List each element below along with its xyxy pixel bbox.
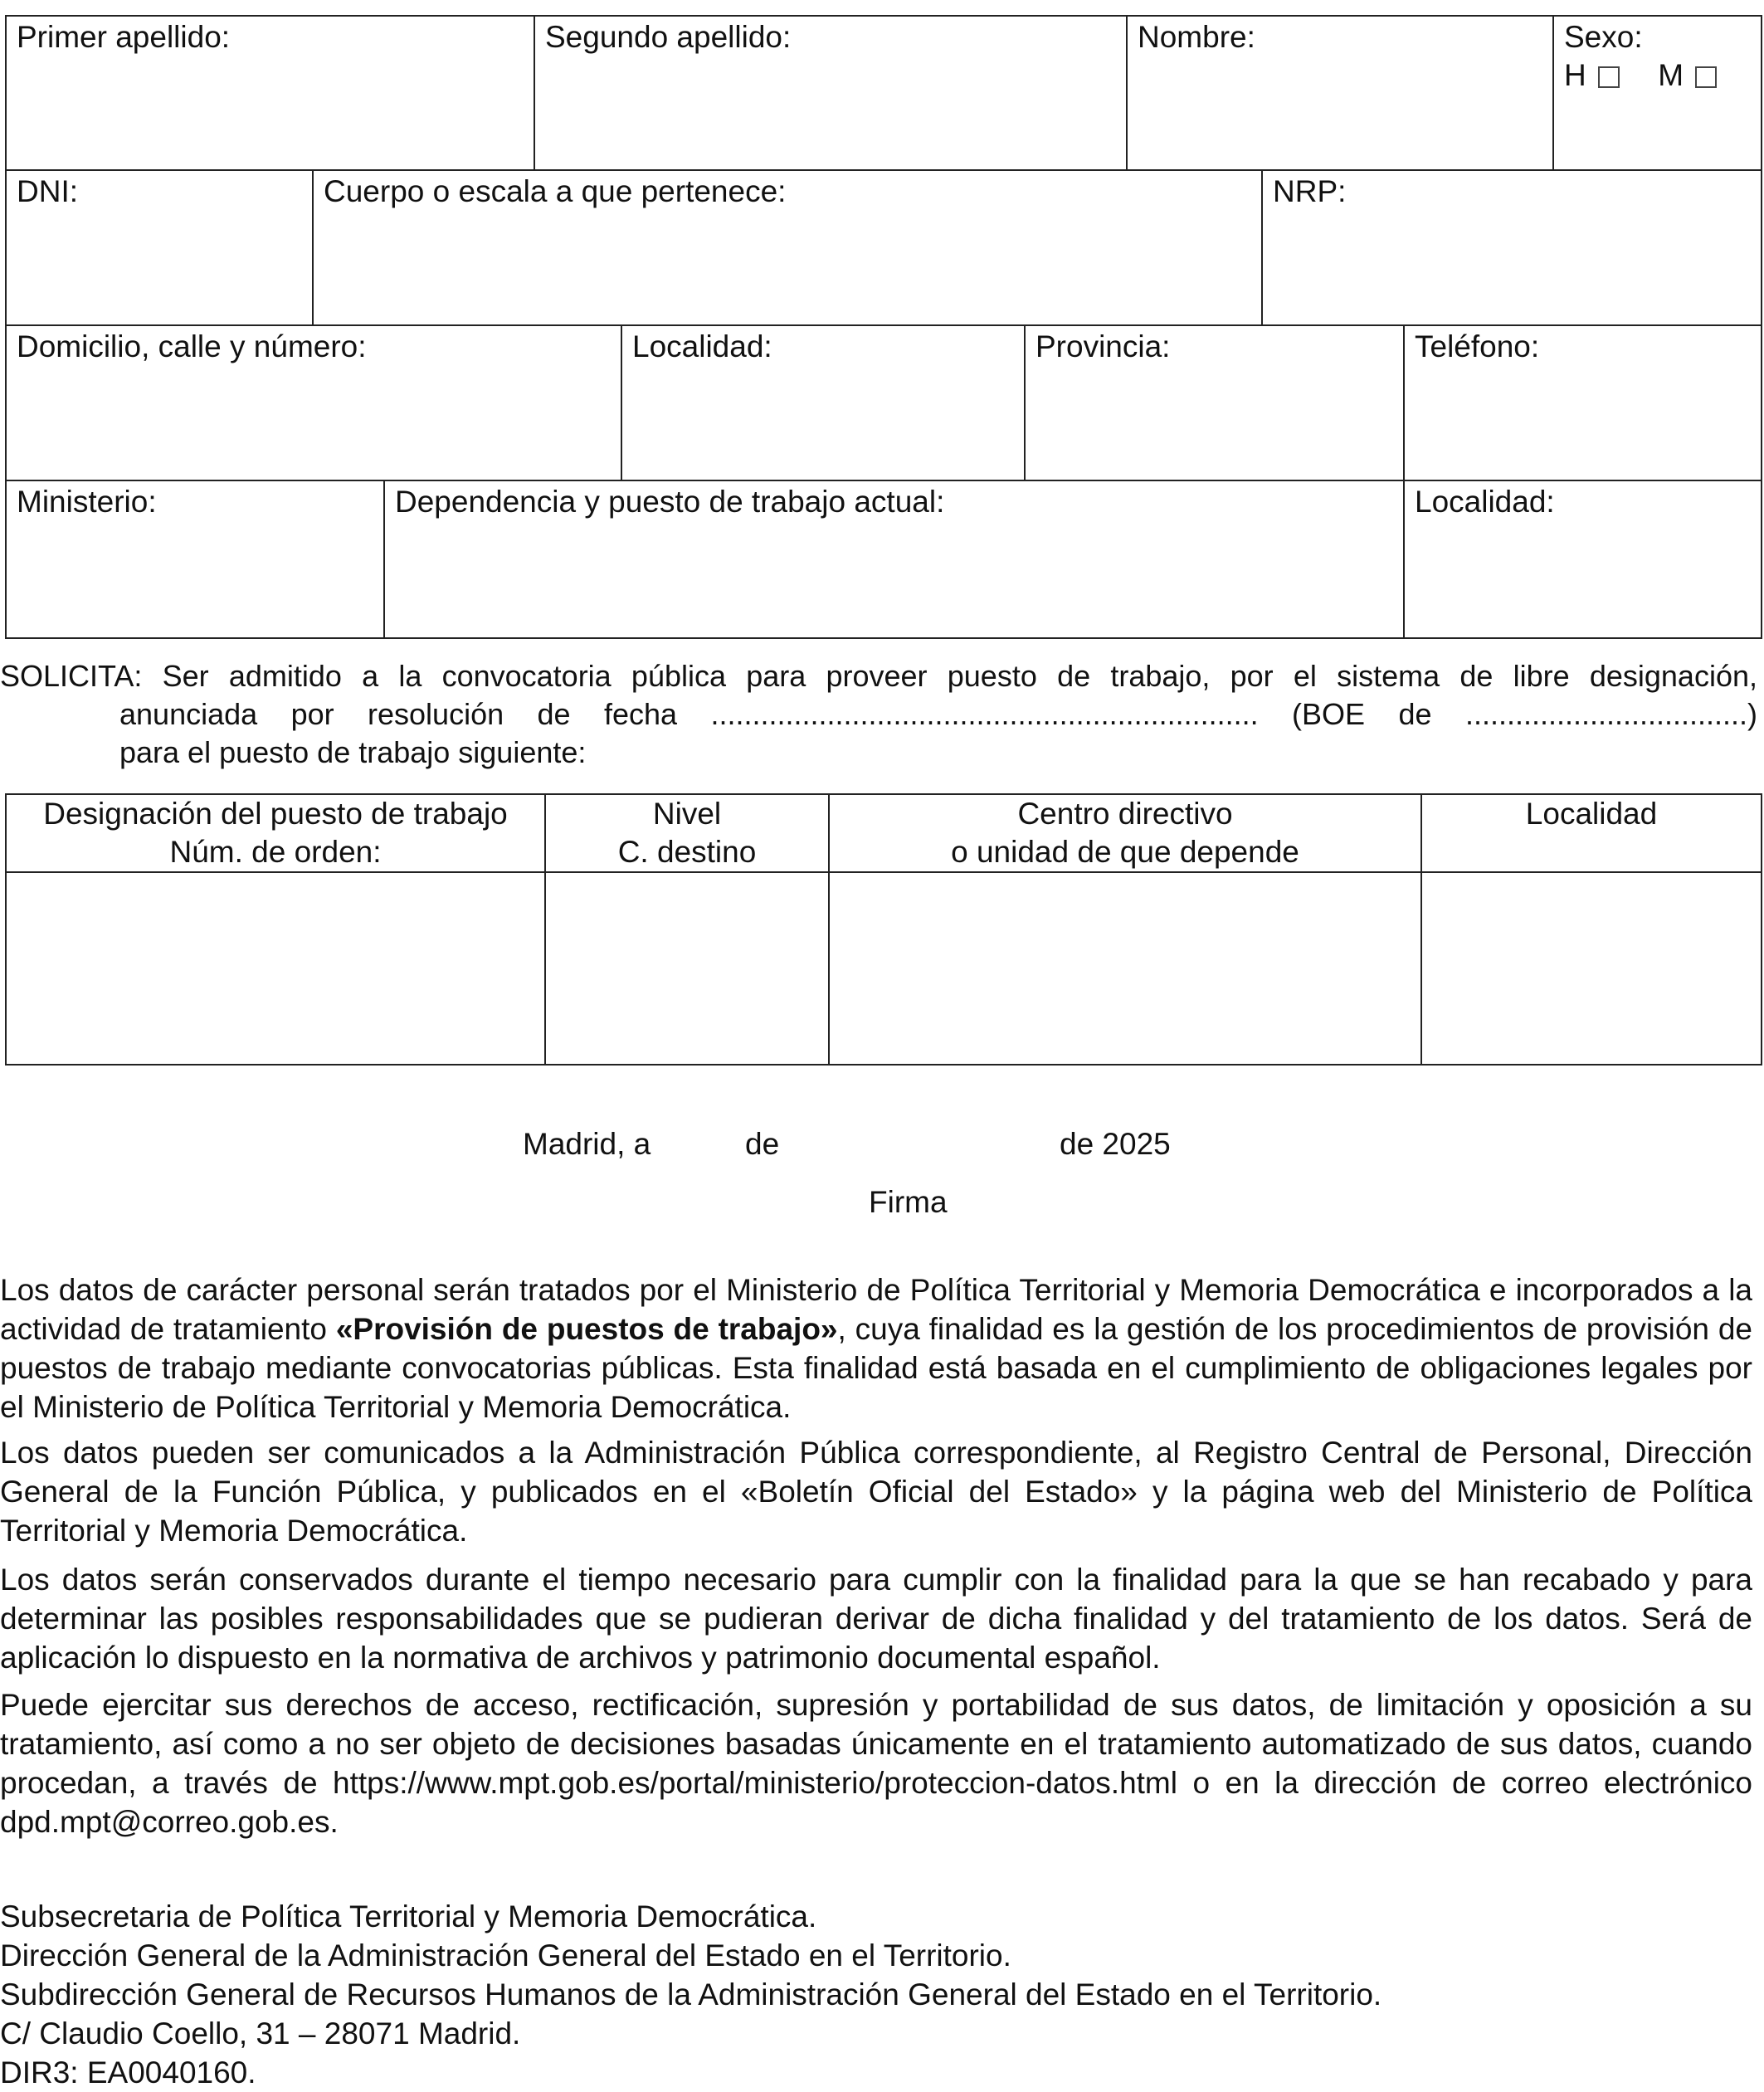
- header-centro-line2: o unidad de que depende: [951, 835, 1299, 869]
- header-centro-directivo: [830, 795, 1420, 871]
- footer-address: C/ Claudio Coello, 31 – 28071 Madrid.: [0, 2016, 521, 2051]
- designacion-input-cell[interactable]: [7, 873, 544, 1064]
- firma-label: Firma: [869, 1185, 948, 1219]
- date-de-1: de: [745, 1127, 780, 1161]
- header-nivel: [546, 795, 828, 871]
- header-designacion: [7, 795, 544, 871]
- localidad-trabajo-field[interactable]: [1405, 481, 1761, 637]
- localidad-domicilio-field[interactable]: [622, 326, 1024, 480]
- header-centro-line1: Centro directivo: [1017, 797, 1233, 831]
- centro-input-cell[interactable]: [830, 873, 1420, 1064]
- solicita-line-3: para el puesto de trabajo siguiente:: [119, 735, 587, 769]
- localidad-input-cell[interactable]: [1422, 873, 1761, 1064]
- cuerpo-escala-label: Cuerpo o escala a que pertenece:: [324, 174, 787, 208]
- sexo-field: [1554, 17, 1761, 169]
- dni-label: DNI:: [17, 174, 78, 208]
- privacy-p1-bold: «Provisión de puestos de trabajo»: [335, 1312, 838, 1346]
- nivel-input-cell[interactable]: [546, 873, 828, 1064]
- sexo-h-checkbox[interactable]: [1598, 66, 1620, 88]
- sexo-options: [1564, 56, 1717, 95]
- cuerpo-escala-field[interactable]: [314, 171, 1261, 324]
- header-localidad-line1: Localidad: [1525, 797, 1658, 831]
- ministerio-field[interactable]: [7, 481, 383, 637]
- telefono-field[interactable]: [1405, 326, 1761, 480]
- footer-dir3: DIR3: EA0040160.: [0, 2055, 256, 2090]
- privacy-paragraph-1: [0, 1270, 1752, 1426]
- nombre-label: Nombre:: [1138, 20, 1255, 54]
- sexo-m-label: M: [1658, 58, 1684, 92]
- nrp-label: NRP:: [1273, 174, 1347, 208]
- provincia-label: Provincia:: [1035, 329, 1171, 363]
- header-nivel-line2: C. destino: [617, 835, 757, 869]
- segundo-apellido-field[interactable]: [535, 17, 1126, 169]
- privacy-p1-b: , cuya finalidad es la gestión de los procedimientos de provisión de puestos de trabajo mediante convocatorias públicas. Esta finalidad está basada en el cumplimiento de obligaciones legales por el Ministerio de Política Territorial y Memoria Democrática.: [0, 1312, 1752, 1424]
- provincia-field[interactable]: [1026, 326, 1403, 480]
- madrid-date-prefix: Madrid, a: [523, 1127, 651, 1161]
- dni-field[interactable]: [7, 171, 312, 324]
- header-localidad: [1422, 795, 1761, 833]
- header-nivel-line1: Nivel: [652, 797, 722, 831]
- solicita-line-1: SOLICITA: Ser admitido a la convocatoria pública para proveer puesto de trabajo, por el sistema de libre designación,: [0, 659, 1757, 693]
- dependencia-puesto-field[interactable]: [385, 481, 1403, 637]
- dependencia-puesto-label: Dependencia y puesto de trabajo actual:: [395, 485, 945, 519]
- privacy-paragraph-4: Puede ejercitar sus derechos de acceso, rectificación, supresión y portabilidad de sus datos, de limitación y oposición a su tratamiento, así como a no ser objeto de decisiones basadas únicamente en el tratamiento automatizado de sus datos, cuando procedan, a través de https://www.mpt.gob.es/portal/ministerio/proteccion-datos.html o en la dirección de correo electrónico dpd.mpt@correo.gob.es.: [0, 1688, 1752, 1839]
- segundo-apellido-label: Segundo apellido:: [545, 20, 792, 54]
- privacy-paragraph-3: Los datos serán conservados durante el tiempo necesario para cumplir con la finalidad para la que se han recabado y para determinar las posibles responsabilidades que se pudieran derivar de dicha finalidad y del tratamiento de los datos. Será de aplicación lo dispuesto en la normativa de archivos y patrimonio documental español.: [0, 1563, 1752, 1675]
- privacy-p1-a: Los datos de carácter personal serán tratados por el Ministerio de Política Territorial y Memoria Democrática e incorporados a la actividad de tratamiento: [0, 1273, 1752, 1346]
- sexo-h-label: H: [1564, 58, 1586, 92]
- footer-subdireccion: Subdirección General de Recursos Humanos de la Administración General del Estado en el Territorio.: [0, 1977, 1382, 2012]
- date-de-2025: de 2025: [1060, 1127, 1171, 1161]
- domicilio-label: Domicilio, calle y número:: [17, 329, 367, 363]
- domicilio-field[interactable]: [7, 326, 621, 480]
- localidad-domicilio-label: Localidad:: [632, 329, 772, 363]
- footer-subsecretaria: Subsecretaria de Política Territorial y Memoria Democrática.: [0, 1899, 817, 1934]
- ministerio-label: Ministerio:: [17, 485, 157, 519]
- header-designacion-line1: Designación del puesto de trabajo: [43, 797, 508, 831]
- sexo-label: Sexo:: [1564, 20, 1643, 54]
- nombre-field[interactable]: [1128, 17, 1552, 169]
- primer-apellido-field[interactable]: [7, 17, 534, 169]
- primer-apellido-label: Primer apellido:: [17, 20, 231, 54]
- sexo-m-checkbox[interactable]: [1695, 66, 1717, 88]
- privacy-paragraph-2: Los datos pueden ser comunicados a la Administración Pública correspondiente, al Registro Central de Personal, Dirección General de la Función Pública, y publicados en el «Boletín Oficial del Estado» y la página web del Ministerio de Política Territorial y Memoria Democrática.: [0, 1436, 1752, 1548]
- footer-direccion-general: Dirección General de la Administración General del Estado en el Territorio.: [0, 1938, 1011, 1973]
- solicita-line-2: anunciada por resolución de fecha .................................................................. (BOE de ..................................): [119, 697, 1757, 731]
- telefono-label: Teléfono:: [1415, 329, 1540, 363]
- nrp-field[interactable]: [1263, 171, 1761, 324]
- localidad-trabajo-label: Localidad:: [1415, 485, 1555, 519]
- header-designacion-line2: Núm. de orden:: [169, 835, 382, 869]
